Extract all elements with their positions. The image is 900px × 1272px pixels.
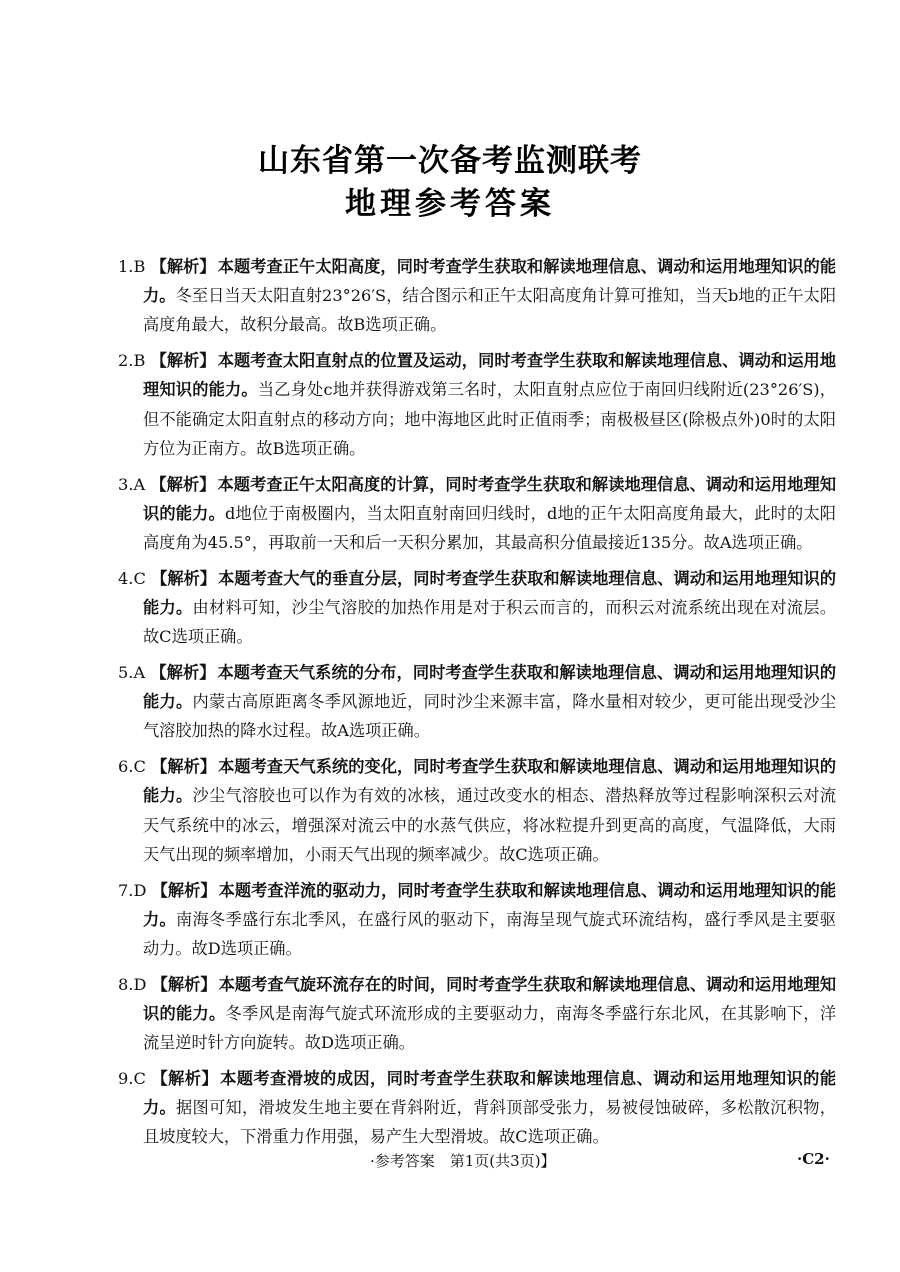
analysis-tag: 【解析】 <box>151 880 217 900</box>
answer-item-5 <box>118 658 836 746</box>
answer-number: 9.C <box>118 1069 146 1089</box>
answer-lead: 本题考查气旋环流存在的时间，同时考查学生获取和解读地理信息、调动和运用地理知识的能力。 <box>143 974 837 1024</box>
answer-number: 6.C <box>118 757 146 777</box>
analysis-tag: 【解析】 <box>150 663 216 683</box>
answer-number: 1.B <box>118 257 146 276</box>
answer-number: 4.C <box>118 568 146 588</box>
answer-body: 沙尘气溶胶也可以作为有效的冰核，通过改变水的相态、潜热释放等过程影响深积云对流天气系统中的冰云，增强深对流云中的水蒸气供应，将冰粒提升到更高的高度，气温降低，大雨天气出现的频率增加，小雨天气出现的频率减少。故C选项正确。 <box>143 786 837 864</box>
answer-item-3 <box>118 470 836 558</box>
answer-item-7 <box>118 876 836 964</box>
answer-body: 南海冬季盛行东北季风，在盛行风的驱动下，南海呈现气旋式环流结构，盛行季风是主要驱动力。故D选项正确。 <box>143 909 836 959</box>
answer-body: 内蒙古高原距离冬季风源地近，同时沙尘来源丰富，降水量相对较少，更可能出现受沙尘气溶胶加热的降水过程。故A选项正确。 <box>143 692 837 741</box>
answer-lead: 本题考查太阳直射点的位置及运动，同时考查学生获取和解读地理信息、调动和运用地理知识的能力。 <box>143 351 837 400</box>
answer-item-2 <box>118 346 836 463</box>
answer-body: 当乙身处c地并获得游戏第三名时，太阳直射点应位于南回归线附近(23°26′S)，但不能确定太阳直射点的移动方向；地中海地区此时正值雨季；南极极昼区(除极点外)0时的太阳方位为正南方。故B选项正确。 <box>143 380 836 458</box>
footer-code: ·C2· <box>797 1150 830 1168</box>
analysis-tag: 【解析】 <box>151 1069 219 1089</box>
page-subtitle: 地理参考答案 <box>345 186 555 222</box>
answer-number: 8.D <box>118 974 147 994</box>
answer-lead: 本题考查大气的垂直分层，同时考查学生获取和解读地理信息、调动和运用地理知识的能力。 <box>143 568 837 618</box>
analysis-tag: 【解析】 <box>151 974 217 994</box>
answer-number: 3.A <box>118 474 146 494</box>
answer-lead: 本题考查天气系统的变化，同时考查学生获取和解读地理信息、调动和运用地理知识的能力。 <box>143 757 837 806</box>
analysis-tag: 【解析】 <box>151 568 217 588</box>
analysis-tag: 【解析】 <box>150 351 216 371</box>
analysis-tag: 【解析】 <box>151 757 217 777</box>
answer-item-8 <box>118 970 836 1058</box>
page-footer <box>0 1150 900 1174</box>
answer-body: 冬季风是南海气旋式环流形成的主要驱动力，南海冬季盛行东北风，在其影响下，洋流呈逆时针方向旋转。故D选项正确。 <box>143 1004 837 1053</box>
answer-lead: 本题考查正午太阳高度的计算，同时考查学生获取和解读地理信息、调动和运用地理知识的能力。 <box>143 474 837 523</box>
answer-number: 5.A <box>118 663 146 683</box>
answer-item-1 <box>118 252 836 340</box>
footer-page-info: ·参考答案 第1页(共3页)】 <box>370 1152 556 1170</box>
analysis-tag: 【解析】 <box>150 474 216 494</box>
answer-number: 7.D <box>118 880 147 900</box>
answer-body: 冬至日当天太阳直射23°26′S，结合图示和正午太阳高度角计算可推知，当天b地的正午太阳高度角最大，故积分最高。故B选项正确。 <box>143 286 837 335</box>
answer-body: 据图可知，滑坡发生地主要在背斜附近，背斜顶部受张力，易被侵蚀破碎，多松散沉积物，且坡度较大，下滑重力作用强，易产生大型滑坡。故C选项正确。 <box>143 1098 836 1147</box>
answer-body: d地位于南极圈内，当太阳直射南回归线时，d地的正午太阳高度角最大，此时的太阳高度角为45.5°，再取前一天和后一天积分累加，其最高积分值最接近135分。故A选项正确。 <box>143 503 836 553</box>
answer-lead: 本题考查滑坡的成因，同时考查学生获取和解读地理信息、调动和运用地理知识的能力。 <box>143 1069 837 1118</box>
answer-body: 由材料可知，沙尘气溶胶的加热作用是对于积云而言的，而积云对流系统出现在对流层。故C选项正确。 <box>143 598 837 647</box>
analysis-tag: 【解析】 <box>150 257 216 276</box>
answer-lead: 本题考查洋流的驱动力，同时考查学生获取和解读地理信息、调动和运用地理知识的能力。 <box>143 880 837 929</box>
answer-item-4 <box>118 564 836 652</box>
answer-item-9 <box>118 1064 836 1152</box>
answer-lead: 本题考查天气系统的分布，同时考查学生获取和解读地理信息、调动和运用地理知识的能力。 <box>143 663 837 712</box>
answer-list <box>118 252 836 1158</box>
answer-number: 2.B <box>118 351 146 371</box>
answer-item-6 <box>118 752 836 869</box>
answer-lead: 本题考查正午太阳高度，同时考查学生获取和解读地理信息、调动和运用地理知识的能力。 <box>143 257 837 306</box>
page-title: 山东省第一次备考监测联考 <box>258 143 642 179</box>
